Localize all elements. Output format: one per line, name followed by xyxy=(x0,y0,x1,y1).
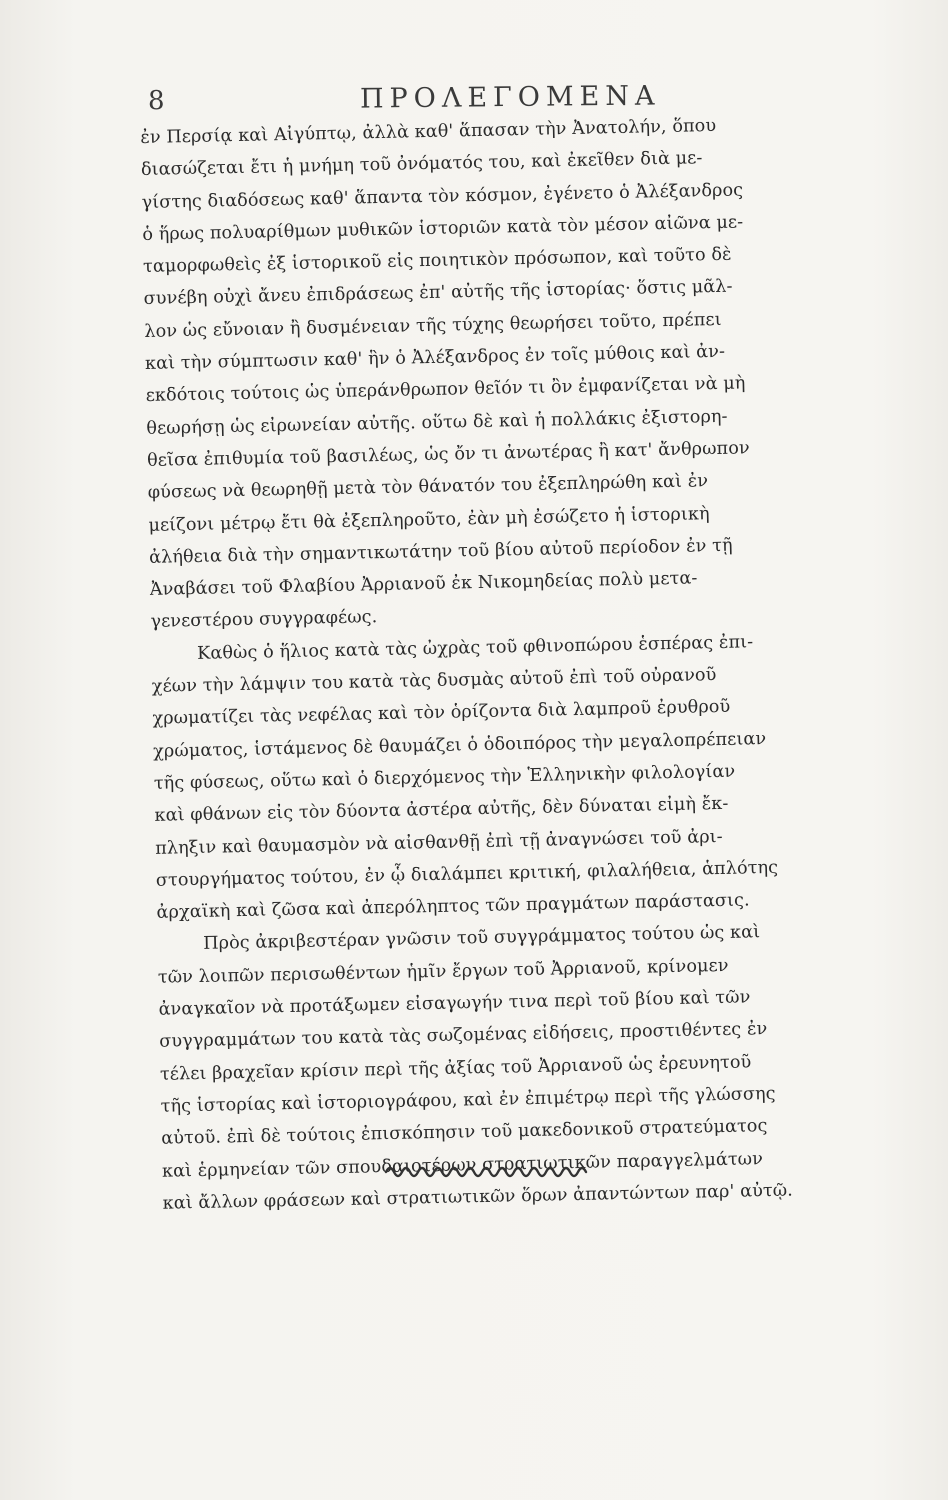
text-line: καὶ τὴν σύμπτωσιν καθ' ἣν ὁ Ἀλέξανδρος ἐν τοῖς μύθοις καὶ ἀν- xyxy=(144,341,726,375)
paragraph-start-line: Καθὼς ὁ ἥλιος κατὰ τὰς ὠχρὰς τοῦ φθινοπώρου ἑσπέρας ἐπι- xyxy=(196,632,754,664)
paragraph-start-line: Πρὸς ἀκριβεστέραν γνῶσιν τοῦ συγγράμματος τούτου ὡς καὶ xyxy=(203,922,761,955)
text-line: τῆς ἱστορίας καὶ ἱστοριογράφου, καὶ ἐν ἐπιμέτρῳ περὶ τῆς γλώσσης xyxy=(160,1083,776,1117)
body-text xyxy=(140,107,871,1220)
text-line: Ἀναβάσει τοῦ Φλαβίου Ἀρριανοῦ ἐκ Νικομηδείας πολὺ μετα- xyxy=(149,568,698,601)
text-line: μείζονι μέτρῳ ἔτι θὰ ἐξεπληροῦτο, ἐὰν μὴ ἐσώζετο ἡ ἱστορικὴ xyxy=(148,503,710,536)
text-line: ταμορφωθεὶς ἐξ ἱστορικοῦ εἰς ποιητικὸν πρόσωπον, καὶ τοῦτο δὲ xyxy=(142,244,732,278)
text-line: λον ὡς εὔνοιαν ἢ δυσμένειαν τῆς τύχης θεωρήσει τοῦτο, πρέπει xyxy=(144,309,722,342)
text-line: τῶν λοιπῶν περισωθέντων ἡμῖν ἔργων τοῦ Ἀρριανοῦ, κρίνομεν xyxy=(157,955,729,988)
text-line: εκδότοις τούτοις ὡς ὑπεράνθρωπον θεῖόν τι ὂν ἐμφανίζεται νὰ μὴ xyxy=(145,373,746,407)
text-line: χέων τὴν λάμψιν του κατὰ τὰς δυσμὰς αὐτοῦ ἐπὶ τοῦ οὐρανοῦ xyxy=(151,665,717,697)
text-line: θεωρήσῃ ὡς εἰρωνείαν αὐτῆς. οὕτω δὲ καὶ ἡ πολλάκις ἐξιστορη- xyxy=(146,406,728,439)
text-line: χρωματίζει τὰς νεφέλας καὶ τὸν ὁρίζοντα διὰ λαμπροῦ ἐρυθροῦ xyxy=(152,697,731,730)
text-line: θεῖσα ἐπιθυμία τοῦ βασιλέως, ὡς ὄν τι ἀνωτέρας ἢ κατ' ἄνθρωπον xyxy=(146,438,750,471)
text-line: χρώματος, ἱστάμενος δὲ θαυμάζει ὁ ὁδοιπόρος τὴν μεγαλοπρέπειαν xyxy=(152,728,767,762)
text-line: καὶ ἑρμηνείαν τῶν σπουδαιοτέρων στρατιωτικῶν παραγγελμάτων xyxy=(161,1148,764,1182)
text-line: στουργήματος τούτου, ἐν ᾧ διαλάμπει κριτική, φιλαλήθεια, ἁπλότης xyxy=(155,857,779,891)
text-line: φύσεως νὰ θεωρηθῇ μετὰ τὸν θάνατόν του ἐξεπληρώθη καὶ ἐν xyxy=(147,471,709,504)
text-line: συγγραμμάτων του κατὰ τὰς σωζομένας εἰδήσεις, προστιθέντες ἐν xyxy=(159,1019,768,1053)
text-line: καὶ ἄλλων φράσεων καὶ στρατιωτικῶν ὅρων ἀπαντώντων παρ' αὐτῷ. xyxy=(162,1180,794,1214)
text-line: τέλει βραχεῖαν κρίσιν περὶ τῆς ἀξίας τοῦ Ἀρριανοῦ ὡς ἐρευνητοῦ xyxy=(159,1052,752,1085)
text-line: τῆς φύσεως, οὕτω καὶ ὁ διερχόμενος τὴν Ἑλληνικὴν φιλολογίαν xyxy=(153,761,736,794)
running-title: ΠΡΟΛΕΓΟΜΕΝΑ xyxy=(359,80,661,115)
text-line: διασώζεται ἔτι ἡ μνήμη τοῦ ὀνόματός του, καὶ ἐκεῖθεν διὰ με- xyxy=(140,148,703,181)
page-number: 8 xyxy=(148,86,165,116)
text-line: ἀρχαϊκὴ καὶ ζῶσα καὶ ἀπερόληπτος τῶν πραγμάτων παράστασις. xyxy=(156,890,750,923)
text-line: συνέβη οὐχὶ ἄνευ ἐπιδράσεως ἐπ' αὐτῆς τῆς ἱστορίας· ὅστις μᾶλ- xyxy=(143,277,733,310)
text-line: ἀλήθεια διὰ τὴν σημαντικωτάτην τοῦ βίου αὐτοῦ περίοδον ἐν τῇ xyxy=(148,535,733,568)
text-line: πληξιν καὶ θαυμασμὸν νὰ αἰσθανθῇ ἐπὶ τῇ ἀναγνώσει τοῦ ἀρι- xyxy=(155,826,723,859)
text-line: ἐν Περσίᾳ καὶ Αἰγύπτῳ, ἀλλὰ καθ' ἅπασαν τὴν Ἀνατολήν, ὅπου xyxy=(140,115,717,148)
text-line: καὶ φθάνων εἰς τὸν δύοντα ἀστέρα αὐτῆς, δὲν δύναται εἰμὴ ἔκ- xyxy=(154,794,729,827)
text-line: αὐτοῦ. ἐπὶ δὲ τούτοις ἐπισκόπησιν τοῦ μακεδονικοῦ στρατεύματος xyxy=(161,1116,768,1149)
text-line: ὁ ἥρως πολυαρίθμων μυθικῶν ἱστοριῶν κατὰ τὸν μέσον αἰῶνα με- xyxy=(142,212,744,245)
text-line: γίστης διαδόσεως καθ' ἅπαντα τὸν κόσμον, ἐγένετο ὁ Ἀλέξανδρος xyxy=(141,179,744,213)
text-line: ἀναγκαῖον νὰ προτάξωμεν εἰσαγωγήν τινα περὶ τοῦ βίου καὶ τῶν xyxy=(158,987,751,1020)
text-line: γενεστέρου συγγραφέως. xyxy=(150,607,378,633)
wavy-ornament-divider xyxy=(384,1163,594,1179)
